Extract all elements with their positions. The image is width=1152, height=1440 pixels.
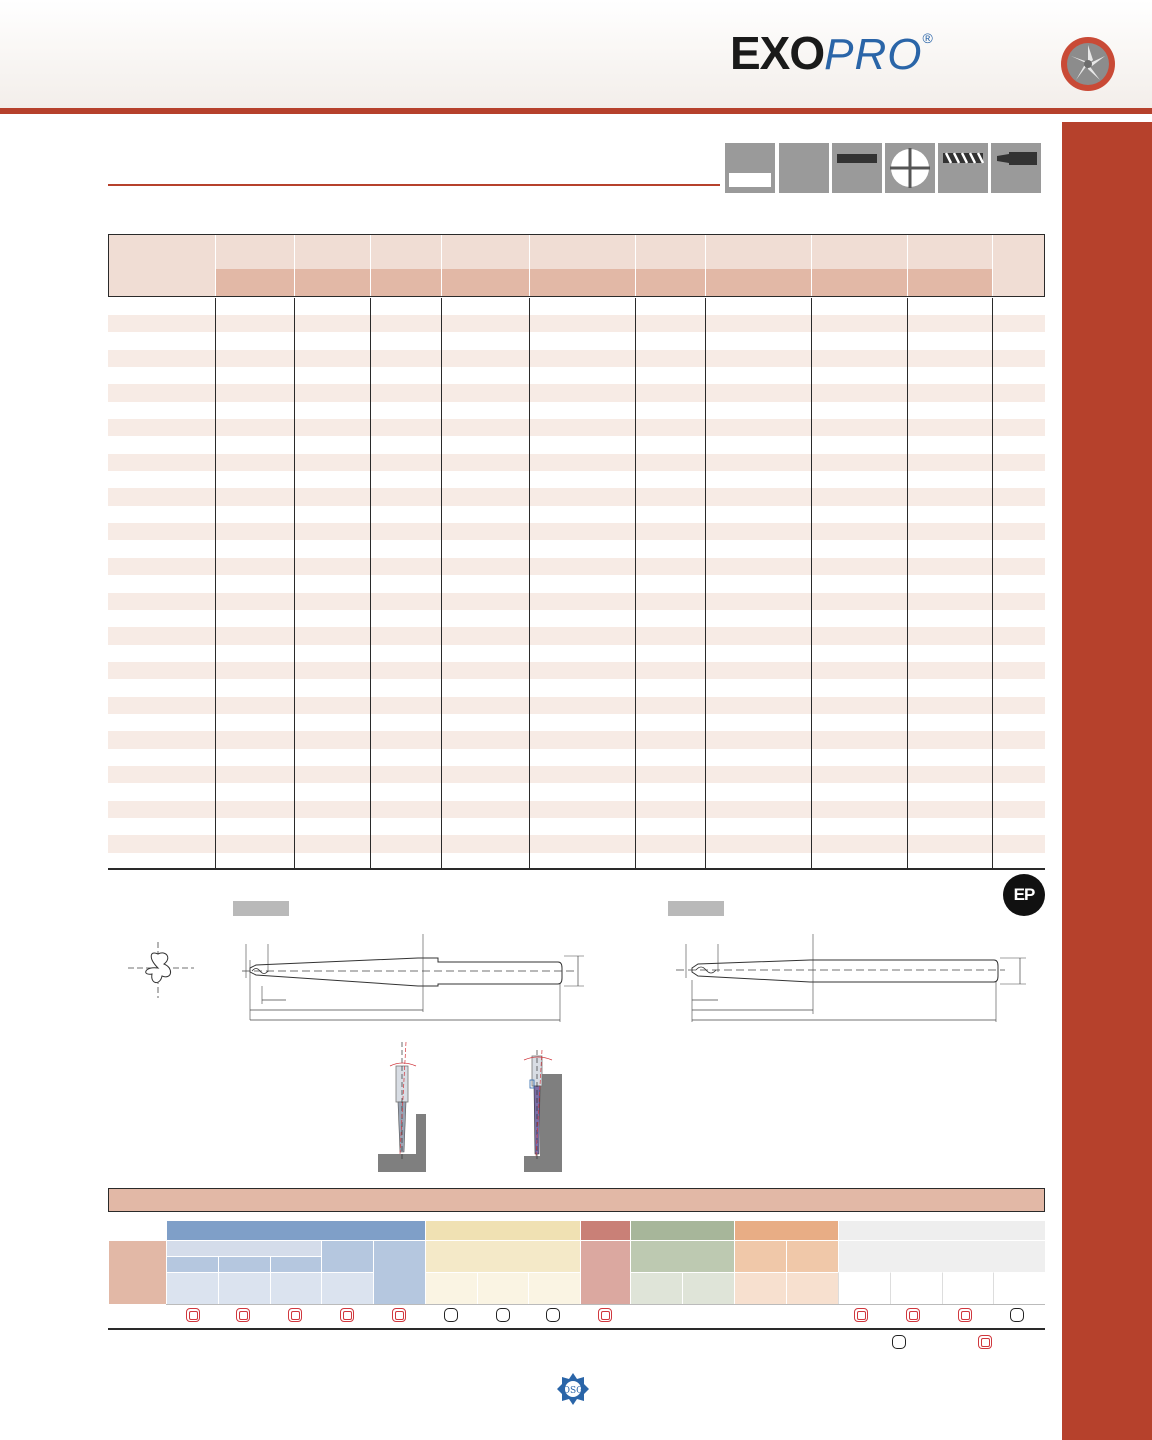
material-cell bbox=[425, 1272, 477, 1304]
material-cell bbox=[477, 1272, 528, 1304]
header-divider bbox=[370, 235, 371, 296]
recommended-mark bbox=[186, 1308, 200, 1322]
table-row bbox=[108, 593, 1045, 610]
recommended-mark bbox=[288, 1308, 302, 1322]
ball-end-icon bbox=[885, 143, 935, 193]
header-divider bbox=[635, 235, 636, 296]
table-row bbox=[108, 402, 1045, 419]
ball-end-mill-dimension-drawing-alt bbox=[660, 930, 1030, 1025]
title-rule bbox=[108, 184, 720, 186]
material-table-bottom-rule bbox=[108, 1328, 1045, 1330]
table-row bbox=[108, 523, 1045, 540]
recommended-mark bbox=[236, 1308, 250, 1322]
header-divider bbox=[294, 235, 295, 296]
material-subgroup bbox=[321, 1240, 373, 1272]
exopro-logo bbox=[730, 26, 933, 79]
ball-end-mill-dimension-drawing bbox=[228, 930, 588, 1025]
table-row bbox=[108, 471, 1045, 488]
material-subgroup bbox=[580, 1240, 630, 1304]
header-bottom-band bbox=[216, 269, 993, 296]
column-rule bbox=[529, 298, 530, 868]
column-rule bbox=[705, 298, 706, 868]
table-row bbox=[108, 749, 1045, 766]
table-row bbox=[108, 697, 1045, 714]
figure-label-left bbox=[233, 901, 289, 916]
header-divider bbox=[907, 235, 908, 296]
material-cell bbox=[528, 1272, 580, 1304]
material-subgroup bbox=[218, 1256, 270, 1272]
column-rule bbox=[811, 298, 812, 868]
table-row bbox=[108, 436, 1045, 453]
column-rule bbox=[907, 298, 908, 868]
table-row bbox=[108, 384, 1045, 401]
shank-icon bbox=[832, 143, 882, 193]
logo-registered-mark: ® bbox=[922, 30, 933, 46]
material-section-bar bbox=[108, 1188, 1045, 1212]
material-group-nonferrous bbox=[630, 1220, 734, 1240]
material-cell bbox=[786, 1272, 838, 1304]
header-col-edp bbox=[109, 235, 216, 296]
material-group-stainless bbox=[425, 1220, 580, 1240]
material-cell bbox=[630, 1272, 682, 1304]
table-row bbox=[108, 558, 1045, 575]
table-row bbox=[108, 506, 1045, 523]
usable-mark bbox=[496, 1308, 510, 1322]
table-row bbox=[108, 454, 1045, 471]
material-cell bbox=[993, 1272, 1045, 1304]
table-row bbox=[108, 367, 1045, 384]
taper-neck-icon bbox=[991, 143, 1041, 193]
recommended-mark bbox=[598, 1308, 612, 1322]
recommended-mark bbox=[340, 1308, 354, 1322]
column-rule bbox=[370, 298, 371, 868]
usable-mark bbox=[546, 1308, 560, 1322]
legend-usable-mark bbox=[892, 1335, 906, 1349]
table-row bbox=[108, 645, 1045, 662]
header-col-last bbox=[993, 235, 1044, 296]
table-row bbox=[108, 731, 1045, 748]
svg-text:OSG: OSG bbox=[562, 1386, 584, 1396]
logo-exo-text: EXO bbox=[730, 27, 825, 79]
header-divider bbox=[529, 235, 530, 296]
header-rule bbox=[0, 108, 1152, 114]
table-row bbox=[108, 627, 1045, 644]
material-cell bbox=[218, 1272, 270, 1304]
page-header bbox=[0, 0, 1152, 108]
material-cell bbox=[890, 1272, 942, 1304]
table-row bbox=[108, 818, 1045, 835]
material-group-hardened bbox=[838, 1220, 1045, 1240]
shallow-wall-application-diagram bbox=[376, 1042, 428, 1174]
endmill-cross-section-icon bbox=[1060, 36, 1116, 92]
material-cell bbox=[838, 1272, 890, 1304]
logo-pro-text: PRO bbox=[824, 30, 923, 79]
table-row bbox=[108, 679, 1045, 696]
table-row bbox=[108, 419, 1045, 436]
osg-logo-icon bbox=[556, 1372, 590, 1406]
recommended-mark bbox=[906, 1308, 920, 1322]
side-tab bbox=[1062, 122, 1152, 1440]
recommended-mark bbox=[854, 1308, 868, 1322]
table-row bbox=[108, 488, 1045, 505]
material-group-cast-iron bbox=[580, 1220, 630, 1240]
material-subgroup bbox=[166, 1256, 218, 1272]
table-row bbox=[108, 610, 1045, 627]
material-group-heat-resistant bbox=[734, 1220, 838, 1240]
table-row bbox=[108, 315, 1045, 332]
mark-row-divider bbox=[166, 1304, 1045, 1305]
column-rule bbox=[294, 298, 295, 868]
spec-table-body bbox=[108, 298, 1045, 853]
material-cell bbox=[682, 1272, 734, 1304]
material-cell bbox=[942, 1272, 993, 1304]
material-subgroup bbox=[630, 1240, 734, 1272]
ep-badge: EP bbox=[1003, 874, 1045, 916]
header-divider bbox=[215, 235, 216, 296]
table-row bbox=[108, 766, 1045, 783]
table-row bbox=[108, 350, 1045, 367]
material-subgroup bbox=[270, 1256, 321, 1272]
header-divider bbox=[441, 235, 442, 296]
table-row bbox=[108, 783, 1045, 800]
material-subgroup bbox=[166, 1240, 321, 1256]
material-cell bbox=[270, 1272, 321, 1304]
column-rule bbox=[441, 298, 442, 868]
material-subgroup bbox=[786, 1240, 838, 1272]
column-rule bbox=[635, 298, 636, 868]
table-row bbox=[108, 714, 1045, 731]
usable-mark bbox=[1010, 1308, 1024, 1322]
spec-table-header bbox=[108, 234, 1045, 297]
material-cell bbox=[734, 1272, 786, 1304]
legend-recommended-mark bbox=[978, 1335, 992, 1349]
material-subgroup bbox=[838, 1240, 1045, 1272]
blank-spec-icon-2 bbox=[779, 143, 829, 193]
table-row bbox=[108, 332, 1045, 349]
material-row-label bbox=[108, 1240, 166, 1304]
usable-mark bbox=[444, 1308, 458, 1322]
material-group-steel bbox=[166, 1220, 425, 1240]
recommended-mark bbox=[958, 1308, 972, 1322]
table-row bbox=[108, 575, 1045, 592]
material-subgroup bbox=[425, 1240, 580, 1272]
material-subgroup bbox=[734, 1240, 786, 1272]
column-rule bbox=[215, 298, 216, 868]
blank-spec-icon bbox=[725, 143, 775, 193]
header-top-band bbox=[216, 235, 993, 269]
deep-wall-application-diagram bbox=[522, 1050, 564, 1174]
table-row bbox=[108, 801, 1045, 818]
material-cell bbox=[321, 1272, 373, 1304]
table-row bbox=[108, 540, 1045, 557]
recommended-mark bbox=[392, 1308, 406, 1322]
table-bottom-rule bbox=[108, 868, 1045, 870]
end-view-drawing bbox=[126, 940, 196, 1000]
table-row bbox=[108, 835, 1045, 852]
header-divider bbox=[705, 235, 706, 296]
material-subgroup bbox=[373, 1240, 425, 1304]
flute-icon bbox=[938, 143, 988, 193]
column-rule bbox=[992, 298, 993, 868]
header-divider bbox=[992, 235, 993, 296]
material-cell bbox=[166, 1272, 218, 1304]
table-row bbox=[108, 662, 1045, 679]
header-divider bbox=[811, 235, 812, 296]
figure-label-right bbox=[668, 901, 724, 916]
